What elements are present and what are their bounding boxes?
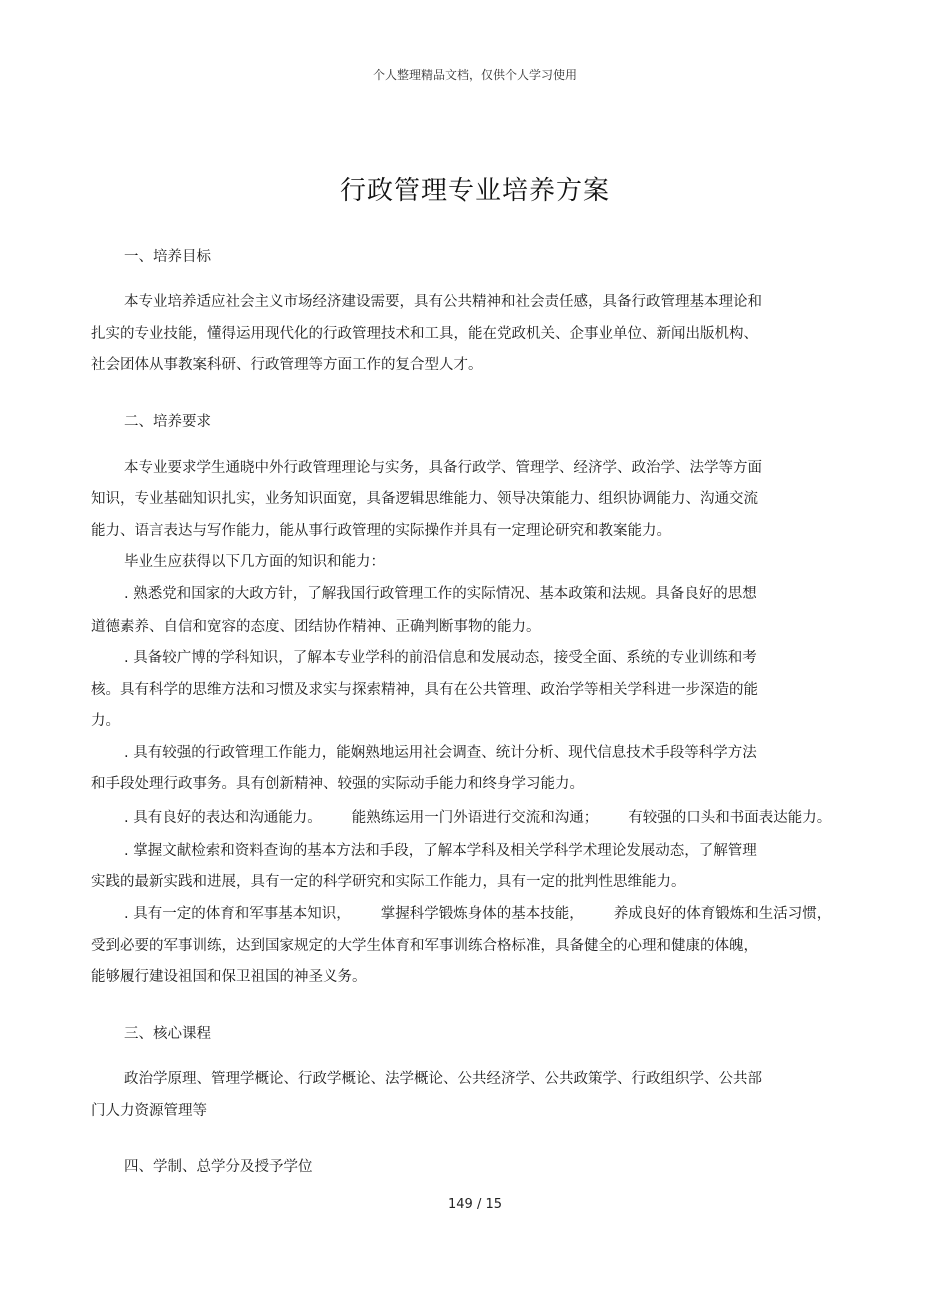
list-item-segment: 养成良好的体育锻炼和生活习惯， xyxy=(613,906,832,922)
section-heading-system: 四、学制、总学分及授予学位 xyxy=(124,1159,313,1175)
section-heading-requirements: 二、培养要求 xyxy=(124,414,211,430)
paragraph-line: 政治学原理、管理学概论、行政学概论、法学概论、公共经济学、公共政策学、行政组织学、公共部 xyxy=(124,1071,762,1087)
list-item-segment: 有较强的口头和书面表达能力。 xyxy=(628,810,832,826)
list-item-continuation: 和手段处理行政事务。具有创新精神、较强的实际动手能力和终身学习能力。 xyxy=(91,776,584,792)
paragraph-line: 扎实的专业技能，懂得运用现代化的行政管理技术和工具，能在党政机关、企事业单位、新闻出版机构、 xyxy=(91,326,758,342)
list-item: . 具备较广博的学科知识，了解本专业学科的前沿信息和发展动态，接受全面、系统的专业训练和考 xyxy=(124,650,757,666)
list-item-continuation: 受到必要的军事训练，达到国家规定的大学生体育和军事训练合格标准，具备健全的心理和健康的体魄， xyxy=(91,938,758,954)
list-item xyxy=(124,904,831,924)
paragraph-line: 毕业生应获得以下几方面的知识和能力： xyxy=(124,554,385,570)
list-item: . 掌握文献检索和资料查询的基本方法和手段，了解本学科及相关学科学术理论发展动态，了解管理 xyxy=(124,843,757,859)
section-heading-goal: 一、培养目标 xyxy=(124,249,211,265)
list-item-continuation: 核。具有科学的思维方法和习惯及求实与探索精神，具有在公共管理、政治学等相关学科进一步深造的能 xyxy=(91,682,758,698)
list-item-segment: . 具有一定的体育和军事基本知识， xyxy=(124,906,351,922)
list-item: . 熟悉党和国家的大政方针，了解我国行政管理工作的实际情况、基本政策和法规。具备良好的思想 xyxy=(124,586,757,602)
paragraph-line: 知识，专业基础知识扎实，业务知识面宽，具备逻辑思维能力、领导决策能力、组织协调能力、沟通交流 xyxy=(91,491,758,507)
document-title: 行政管理专业培养方案 xyxy=(339,176,610,206)
paragraph-line: 能力、语言表达与写作能力，能从事行政管理的实际操作并具有一定理论研究和教案能力。 xyxy=(91,523,671,539)
list-item-continuation: 力。 xyxy=(91,713,120,729)
list-item-segment: 能熟练运用一门外语进行交流和沟通； xyxy=(351,810,599,826)
paragraph-line: 本专业要求学生通晓中外行政管理理论与实务，具备行政学、管理学、经济学、政治学、法学等方面 xyxy=(124,460,762,476)
list-item: . 具有较强的行政管理工作能力，能娴熟地运用社会调查、统计分析、现代信息技术手段等科学方法 xyxy=(124,745,757,761)
list-item xyxy=(124,808,831,828)
list-item-segment: . 具有良好的表达和沟通能力。 xyxy=(124,810,322,826)
page-header: 个人整理精品文档，仅供个人学习使用 xyxy=(372,68,577,82)
paragraph-line: 社会团体从事教案科研、行政管理等方面工作的复合型人才。 xyxy=(91,357,483,373)
list-item-continuation: 实践的最新实践和进展，具有一定的科学研究和实际工作能力，具有一定的批判性思维能力。 xyxy=(91,874,686,890)
list-item-continuation: 道德素养、自信和宽容的态度、团结协作精神、正确判断事物的能力。 xyxy=(91,619,541,635)
paragraph-line: 本专业培养适应社会主义市场经济建设需要，具有公共精神和社会责任感，具备行政管理基本理论和 xyxy=(124,294,762,310)
list-item-continuation: 能够履行建设祖国和保卫祖国的神圣义务。 xyxy=(91,969,367,985)
section-heading-courses: 三、核心课程 xyxy=(124,1026,211,1042)
list-item-segment: 掌握科学锻炼身体的基本技能， xyxy=(380,906,584,922)
page-number: 149 / 15 xyxy=(448,1197,502,1212)
paragraph-line: 门人力资源管理等 xyxy=(91,1103,207,1119)
